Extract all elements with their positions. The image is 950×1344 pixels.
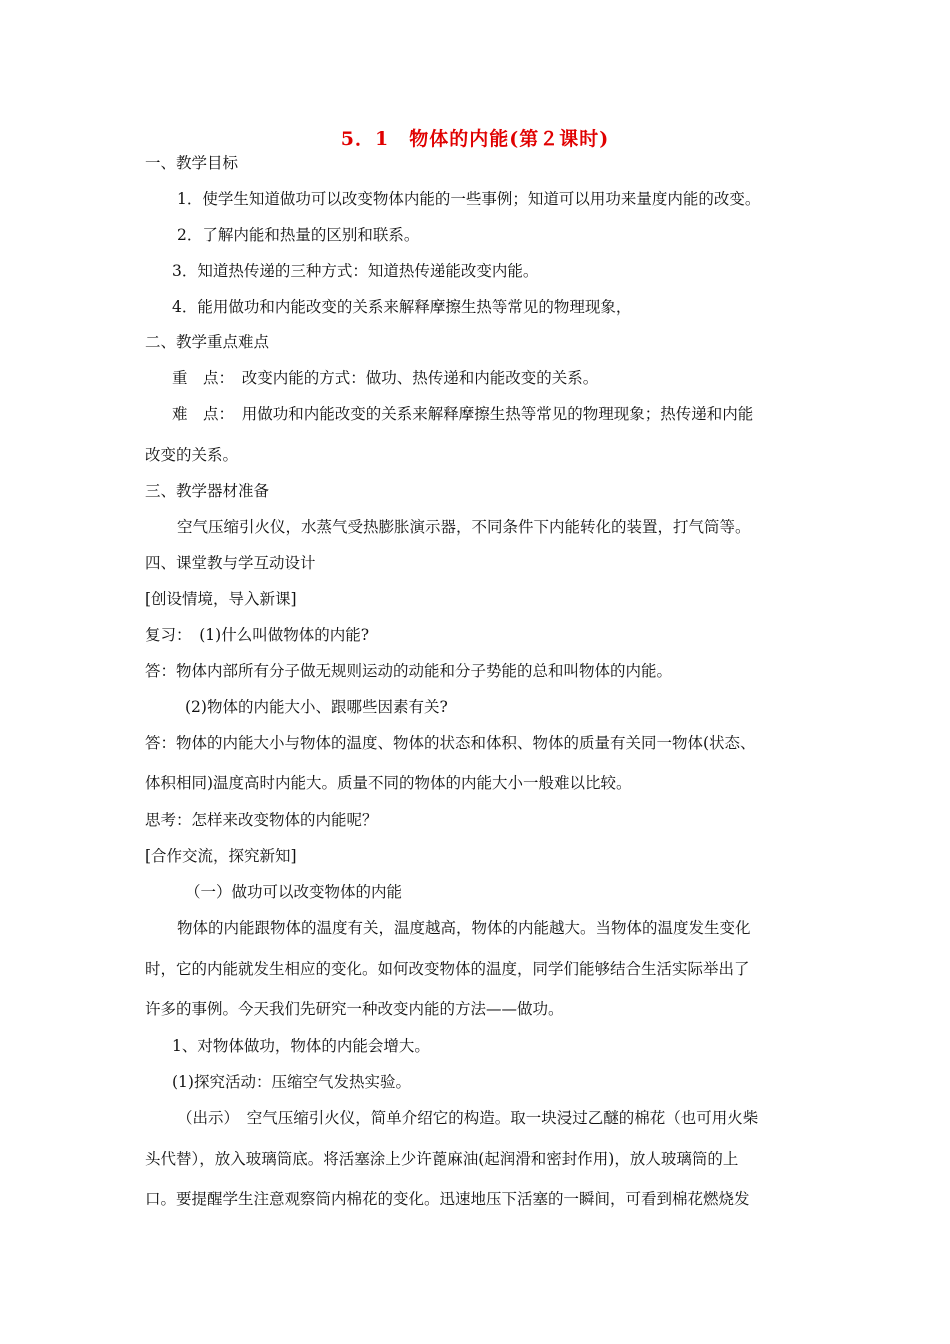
text-line: 答：物体内部所有分子做无规则运动的动能和分子势能的总和叫物体的内能。 <box>145 662 673 680</box>
text-line: 许多的事例。今天我们先研究一种改变内能的方法——做功。 <box>145 1000 564 1018</box>
text-line: 体积相同)温度高时内能大。质量不同的物体的内能大小一般难以比较。 <box>145 774 632 792</box>
text-line: [合作交流，探究新知] <box>145 847 297 865</box>
text-line: 改变的关系。 <box>145 446 239 464</box>
text-line: 物体的内能跟物体的温度有关，温度越高，物体的内能越大。当物体的温度发生变化 <box>177 919 751 937</box>
text-line: 3．知道热传递的三种方式：知道热传递能改变内能。 <box>172 262 539 280</box>
text-line: 时，它的内能就发生相应的变化。如何改变物体的温度，同学们能够结合生活实际举出了 <box>145 960 750 978</box>
text-line: 1．使学生知道做功可以改变物体内能的一些事例；知道可以用功来量度内能的改变。 <box>177 190 761 208</box>
text-line: 思考：怎样来改变物体的内能呢？ <box>145 811 378 829</box>
text-line: （出示） 空气压缩引火仪，简单介绍它的构造。取一块浸过乙醚的棉花（也可用火柴 <box>177 1109 759 1127</box>
text-line: 复习： (1)什么叫做物体的内能? <box>145 626 370 644</box>
text-line: 四、课堂教与学互动设计 <box>145 554 316 572</box>
text-line: (2)物体的内能大小、跟哪些因素有关? <box>185 698 448 716</box>
text-line: 重 点： 改变内能的方式：做功、热传递和内能改变的关系。 <box>172 369 599 387</box>
text-line: 答：物体的内能大小与物体的温度、物体的状态和体积、物体的质量有关同一物体(状态、 <box>145 734 756 752</box>
text-line: 口。要提醒学生注意观察筒内棉花的变化。迅速地压下活塞的一瞬间，可看到棉花燃烧发 <box>145 1190 750 1208</box>
text-line: 一、教学目标 <box>145 154 239 172</box>
text-line: （一）做功可以改变物体的内能 <box>185 883 403 901</box>
text-line: 头代替），放入玻璃筒底。将活塞涂上少许蓖麻油(起润滑和密封作用)，放人玻璃筒的上 <box>145 1150 739 1168</box>
text-line: 4．能用做功和内能改变的关系来解释摩擦生热等常见的物理现象， <box>172 298 632 316</box>
page-title: 5．1 物体的内能(第２课时) <box>340 128 610 150</box>
text-line: 三、教学器材准备 <box>145 482 270 500</box>
text-line: 二、教学重点难点 <box>145 333 270 351</box>
text-line: [创设情境，导入新课] <box>145 590 297 608</box>
text-line: 1、对物体做功，物体的内能会增大。 <box>172 1037 430 1055</box>
text-line: 空气压缩引火仪，水蒸气受热膨胀演示器，不同条件下内能转化的装置，打气筒等。 <box>177 518 751 536</box>
text-line: 难 点： 用做功和内能改变的关系来解释摩擦生热等常见的物理现象；热传递和内能 <box>172 405 754 423</box>
text-line: (1)探究活动：压缩空气发热实验。 <box>172 1073 411 1091</box>
text-line: 2．了解内能和热量的区别和联系。 <box>177 226 420 244</box>
